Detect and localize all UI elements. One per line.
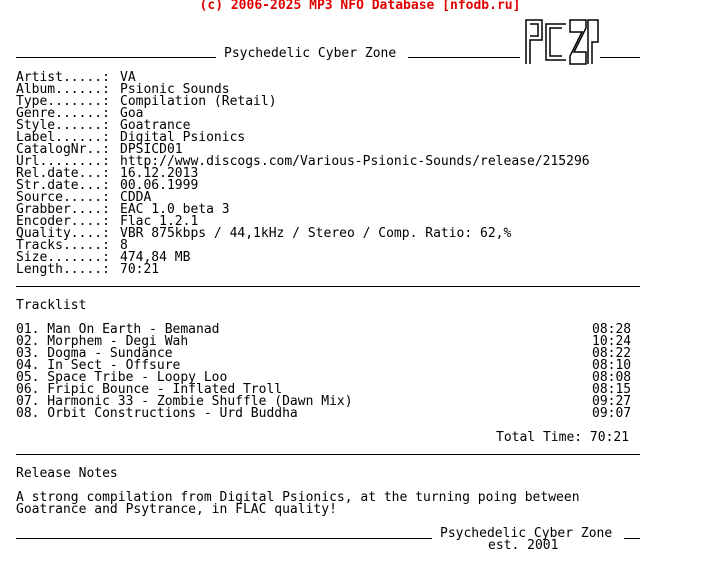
info-row-quality: Quality....: VBR 875kbps / 44,1kHz / Stereo / Comp. Ratio: 62,% — [16, 226, 512, 241]
release-notes-heading: Release Notes — [16, 466, 118, 481]
info-row-str-date: Str.date...: 00.06.1999 — [16, 178, 199, 193]
section-rule-tracklist — [16, 286, 640, 287]
track-row: 01. Man On Earth - Bemanad 08:28 — [16, 322, 632, 337]
site-banner: (c) 2006-2025 MP3 NFO Database [nfodb.ru] — [199, 0, 521, 13]
footer-est: est. 2001 — [488, 538, 559, 553]
info-row-style: Style......: Goatrance — [16, 118, 191, 133]
track-row: 05. Space Tribe - Loopy Loo 08:08 — [16, 370, 632, 385]
tracklist-heading: Tracklist — [16, 298, 87, 313]
pcz-logo — [524, 18, 600, 66]
track-row: 02. Morphem - Degi Wah 10:24 — [16, 334, 632, 349]
header-rule-left — [16, 57, 216, 58]
footer-rule-right — [624, 538, 640, 539]
section-rule-notes — [16, 454, 640, 455]
info-row-genre: Genre......: Goa — [16, 106, 144, 121]
footer-rule-left — [16, 538, 432, 539]
track-row: 07. Harmonic 33 - Zombie Shuffle (Dawn Mix) 09:27 — [16, 394, 632, 409]
info-row-rel-date: Rel.date...: 16.12.2013 — [16, 166, 199, 181]
tracklist — [16, 324, 636, 420]
info-row-encoder: Encoder....: Flac 1.2.1 — [16, 214, 199, 229]
track-row: 06. Fripic Bounce - Inflated Troll 08:15 — [16, 382, 632, 397]
info-row-catalog: CatalogNr..: DPSICD01 — [16, 142, 183, 157]
info-row-label: Label......: Digital Psionics — [16, 130, 246, 145]
info-row-length: Length.....: 70:21 — [16, 262, 160, 277]
info-block — [16, 72, 590, 276]
header-rule-far — [600, 57, 640, 58]
track-row: 08. Orbit Constructions - Urd Buddha 09:07 — [16, 406, 632, 421]
header-title: Psychedelic Cyber Zone — [224, 46, 397, 61]
track-row: 04. In Sect - Offsure 08:10 — [16, 358, 632, 373]
info-row-album: Album......: Psionic Sounds — [16, 82, 230, 97]
footer-title: Psychedelic Cyber Zone — [440, 526, 613, 541]
info-row-url: Url........: http://www.discogs.com/Various-Psionic-Sounds/release/215296 — [16, 154, 590, 169]
info-row-source: Source.....: CDDA — [16, 190, 152, 205]
info-row-size: Size.......: 474,84 MB — [16, 250, 191, 265]
release-notes-line: Goatrance and Psytrance, in FLAC quality! — [16, 502, 337, 517]
release-notes — [16, 492, 580, 516]
info-row-artist: Artist.....: VA — [16, 70, 136, 85]
info-row-type: Type.......: Compilation (Retail) — [16, 94, 277, 109]
total-time: Total Time: 70:21 — [496, 430, 630, 445]
info-row-tracks: Tracks.....: 8 — [16, 238, 128, 253]
release-notes-line: A strong compilation from Digital Psionics, at the turning poing between — [16, 490, 580, 505]
track-row: 03. Dogma - Sundance 08:22 — [16, 346, 632, 361]
info-row-grabber: Grabber....: EAC 1.0 beta 3 — [16, 202, 230, 217]
header-rule-right — [408, 57, 520, 58]
